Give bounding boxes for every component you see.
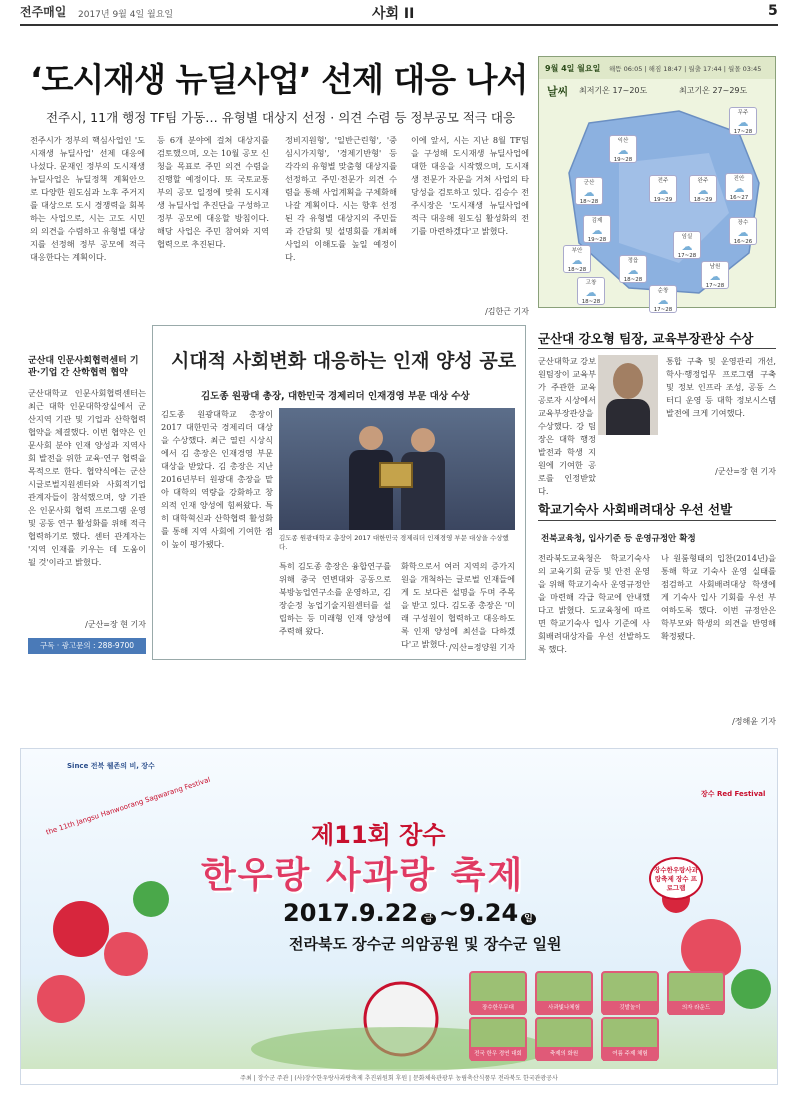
ad-program-thumb-label: 전국 한우 경연 대회	[471, 1047, 525, 1061]
weather-low: 최저기온 17~20도	[579, 86, 648, 95]
ad-festival-label: 장수 Red Festival	[701, 790, 766, 798]
weather-region-temp: 17~28	[705, 283, 725, 289]
weather-date: 9월 4일 월요일	[545, 64, 601, 73]
ad-program-thumb-label: 축제의 화원	[537, 1047, 591, 1061]
header-rule	[20, 24, 778, 26]
weather-region	[575, 177, 603, 205]
weather-box	[538, 56, 776, 313]
ad-date	[283, 899, 536, 927]
ad-program-thumb	[601, 1017, 659, 1061]
profile-rule	[538, 348, 776, 349]
cloud-icon: ☁	[733, 182, 745, 195]
weather-region	[609, 135, 637, 163]
ad-program-thumb-label: 의자 라운드	[669, 1001, 723, 1015]
weather-region	[725, 173, 753, 201]
left-article	[28, 355, 146, 660]
weather-region-name: 완주	[697, 178, 709, 184]
profile-title: 군산대 강오형 팀장, 교육부장관상 수상	[538, 331, 754, 346]
weather-region-temp: 18~28	[623, 277, 643, 283]
feature-photo	[279, 408, 515, 530]
profile-photo	[598, 355, 658, 435]
cloud-icon: ☁	[681, 240, 693, 253]
ad-day-end: 일	[521, 913, 536, 925]
issue-date: 2017년 9월 4일 월요일	[78, 10, 174, 20]
profile-byline: /군산=장 현 기자	[715, 467, 776, 476]
weather-region-name: 무주	[737, 110, 749, 116]
left-article-byline: /군산=장 현 기자	[85, 620, 146, 629]
feature-subtitle: 김도종 원광대 총장, 대한민국 경제리더 인재경영 부문 대상 수상	[201, 391, 470, 402]
feature-title: 시대적 사회변화 대응하는 인재 양성 공로	[171, 350, 517, 372]
weather-region-name: 임실	[681, 234, 693, 240]
main-subhead: 전주시, 11개 행정 TF팀 가동… 유형별 대상지 선정 · 의견 수렴 등 정부공모 적극 대응	[46, 110, 516, 125]
cloud-icon: ☁	[571, 254, 583, 267]
ad-program-thumb	[469, 971, 527, 1015]
feature-col2: 특히 김도종 총장은 융합연구를 위해 중국 연변대와 공동으로 북방농업연구소를 운영하고, 김장순정 농업기술지원센터를 설립하는 등 미래형 인재 양성에 주력해 왔다.	[279, 561, 391, 636]
ad-program-thumb-label: 장수한우무대	[471, 1001, 525, 1015]
weather-region-name: 정읍	[627, 258, 639, 264]
festival-advertisement	[20, 748, 778, 1085]
weather-region-name: 순창	[657, 288, 669, 294]
ad-program-thumb	[667, 971, 725, 1015]
subscription-ad-bar: 구독 · 광고문의 : 288-9700	[28, 638, 146, 654]
ad-footer: 주최 | 장수군 주관 | (사)장수한우랑사과랑축제 추진위원회 후원 | 문화체육관광부 농림축산식품부 전라북도 한국관광공사	[240, 1075, 558, 1082]
weather-sun-moon: 해뜸 06:05 | 해짐 18:47 | 월출 17:44 | 월몰 03:45	[609, 65, 762, 73]
ad-sponsor-logo: Since 전북 웰존의 비, 장수	[67, 762, 155, 770]
ad-date-start: 2017.9.22	[283, 899, 419, 927]
feature-byline: /익산=정양원 기자	[448, 643, 515, 652]
ad-program-thumb	[601, 971, 659, 1015]
weather-region-name: 익산	[617, 138, 629, 144]
cloud-icon: ☁	[737, 116, 749, 129]
main-headline: ‘도시재생 뉴딜사업’ 선제 대응 나서	[30, 60, 528, 99]
cloud-icon: ☁	[697, 184, 709, 197]
weather-region-name: 고창	[585, 280, 597, 286]
weather-region-name: 군산	[583, 180, 595, 186]
weather-region-temp: 17~28	[677, 253, 697, 259]
weather-region	[729, 107, 757, 135]
weather-region	[649, 175, 677, 203]
main-article-col2: 등 6개 분야에 걸쳐 대상지를 검토했으며, 오는 10월 공모 신청을 목표로 주민 의견 수렴을 진행할 예정이다. 또 국토교통부의 공모 일정에 맞춰 도시재생 뉴딜사업 추진단을 구성하고 정부 공모에 대응할 방침이다. 해당 사업은 주민 참여와 지역 협력으로 추진된다.	[157, 135, 269, 249]
ad-date-end: 9.24	[458, 899, 519, 927]
profile-body: 군산대학교 강보원팀장이 교육부가 주관한 교육공로자 시상에서 교육부장관상을 수상했다. 강 팀장은 대학 행정 발전과 학생 지원에 기여한 공로를 인정받았다.	[538, 356, 596, 496]
cloud-icon: ☁	[657, 294, 669, 307]
weather-header	[539, 57, 775, 79]
feature-col3: 화학으로서 여러 지역의 증가지원을 개척하는 글로벌 인재들에게 도 보다른 설명을 두며 주목을 받고 있다. 김도종 총장은 '미래 구성원이 협력하고 대응하도록 인재 양성에 최선을 다하겠다'고 밝혔다.	[401, 561, 515, 649]
weather-region-temp: 18~28	[581, 299, 601, 305]
ad-program-thumb	[469, 1017, 527, 1061]
main-article-byline: /김한근 기자	[485, 307, 529, 316]
cloud-icon: ☁	[617, 144, 629, 157]
feature-box	[152, 325, 526, 660]
ad-date-separator: ~	[438, 899, 459, 927]
weather-region-name: 장수	[737, 220, 749, 226]
page-header	[20, 2, 780, 24]
weather-region-temp: 19~29	[653, 197, 673, 203]
cloud-icon: ☁	[657, 184, 669, 197]
weather-region	[689, 175, 717, 203]
weather-region-temp: 16~26	[733, 239, 753, 245]
school-byline: /정해윤 기자	[732, 717, 776, 726]
weather-region-temp: 18~29	[693, 197, 713, 203]
weather-region-name: 전주	[657, 178, 669, 184]
weather-region-temp: 17~28	[653, 307, 673, 313]
school-col1: 전라북도교육청은 학교기숙사의 교육기회 균등 및 안전 운영을 위해 학교기숙사 운영규정안을 마련해 각급 학교에 안내했다고 밝혔다. 도교육청에 따르면 학교기숙사 입사 기준에 사회배려대상자를 우선 선발하도록 했다.	[538, 553, 650, 654]
school-subtitle: 전북교육청, 입사기준 등 운영규정안 확정	[541, 534, 696, 544]
feature-photo-caption: 김도종 원광대학교 총장이 2017 대한민국 경제리더 인재경영 부문 대상을 수상했다.	[279, 534, 509, 551]
cloud-icon: ☁	[583, 186, 595, 199]
cloud-icon: ☁	[627, 264, 639, 277]
section-name: 사회 II	[372, 6, 415, 22]
main-article-col3: 정비지원형', '일반근린형', '중심시가지형', '경제기반형' 등 각각의 유형별 맞춤형 대상지를 선정하고 주민·전문가 의견 수렴을 통해 사업계획을 구체화해 나갈 계획이다. 시는 향후 선정된 각 유형별 대상지의 주민들과 간담회 및 설명회를 개최해 사업의 이해도를 높일 예정이다.	[285, 135, 397, 262]
ad-program-thumb	[535, 971, 593, 1015]
weather-region	[701, 261, 729, 289]
ad-day-start: 금	[421, 913, 436, 925]
weather-region-temp: 16~27	[729, 195, 749, 201]
ad-program-thumb-label: 깃발놀이	[603, 1001, 657, 1015]
school-title: 학교기숙사 사회배려대상 우선 선발	[538, 502, 733, 517]
cloud-icon: ☁	[709, 270, 721, 283]
left-article-title: 군산대 인문사회협력센터 기관·기업 간 산학협력 협약	[28, 356, 139, 378]
main-article-col4: 이에 앞서, 시는 지난 8월 TF팀을 구성해 도시재생 뉴딜사업에 대한 대응을 시작했으며, 도시재생 전문가 자문을 거쳐 사업의 타당성을 검토하고 있다. 김승수 전주시장은 '도시재생 뉴딜사업에 적극 대응해 원도심 활성화의 전기를 마련하겠다'고 밝혔다.	[411, 135, 529, 236]
weather-region	[673, 231, 701, 259]
left-article-body: 군산대학교 인문사회협력센터는 최근 대학 인문대학장실에서 군산지역 기관 및 기업과 산학협력 협약을 체결했다. 이번 협약은 인문사회 분야 인재 양성과 지역사회 발전을 위한 교육·연구 협력을 목적으로 한다. 협약식에는 군산시글로벌지원센터와 사회적기업 관계자들이 참석했으며, 양 기관은 인문사회 협력 프로그램 운영 및 공동 연구 활성화를 위해 적극 협력하기로 했다. 센터 관계자는 '지역 인재를 키우는 데 도움이 될 것'이라고 밝혔다.	[28, 388, 146, 567]
ad-edition: 제11회 장수	[311, 821, 446, 849]
weather-region-name: 부안	[571, 248, 583, 254]
ad-english-title: the 11th Jangsu Hanwoorang Sagwarang Festival	[45, 775, 212, 837]
weather-region	[649, 285, 677, 313]
weather-region-temp: 17~28	[733, 129, 753, 135]
weather-high: 최고기온 27~29도	[679, 86, 748, 95]
weather-region-temp: 19~28	[587, 237, 607, 243]
weather-region-name: 김제	[591, 218, 603, 224]
ad-program-thumb	[535, 1017, 593, 1061]
ad-program-label: 장수한우랑사과랑축제 장수 프로그램	[649, 857, 703, 900]
newspaper-logo: 전주매일	[20, 5, 67, 19]
school-rule	[538, 520, 776, 521]
feature-col1: 김도종 원광대학교 총장이 2017 대한민국 경제리더 대상을 수상했다. 최근 열린 시상식에서 김 총장은 인재경영 부문 대상을 받았다. 김 총장은 지난 2016년부터 원광대 총장을 맡아 대학의 역량을 강화하고 창의적 인재 양성에 힘써왔다. 특히 대학혁신과 산학협력 활성화를 통해 지역 사회에 기여한 점이 높이 평가됐다.	[161, 409, 273, 549]
weather-region-name: 진안	[733, 176, 745, 182]
weather-region-temp: 18~28	[579, 199, 599, 205]
weather-region	[577, 277, 605, 305]
ad-program-thumb-label: 여름 주제 체험	[603, 1047, 657, 1061]
weather-region-name: 남원	[709, 264, 721, 270]
profile-body2: 통합 구축 및 운영관리 개선, 학사·행정업무 프로그램 구축 및 정보 인프라 조성, 공동 스터디 운영 등 대학 정보시스템 발전에 크게 기여했다.	[666, 356, 776, 418]
cloud-icon: ☁	[585, 286, 597, 299]
ad-title: 한우랑 사과랑 축제	[201, 855, 525, 896]
weather-label: 날씨	[547, 85, 569, 98]
ad-venue: 전라북도 장수군 의암공원 및 장수군 일원	[289, 935, 562, 953]
weather-region	[729, 217, 757, 245]
weather-region	[619, 255, 647, 283]
ad-program-thumb-label: 사과빛나체험	[537, 1001, 591, 1015]
weather-region	[583, 215, 611, 243]
weather-region	[563, 245, 591, 273]
school-col2: 나 원룸형태의 입찬(2014년)을 통해 학교 기숙사 운영 실태를 점검하고 사회배려대상 학생에게 기숙사 입사 기회를 우선 부여하도록 했다. 이번 규정안은 학부모와 학생의 의견을 반영해 확정됐다.	[661, 553, 776, 641]
cloud-icon: ☁	[737, 226, 749, 239]
main-article-col1: 전주시가 정부의 핵심사업인 '도시재생 뉴딜사업' 선제 대응에 나섰다. 문재인 정부의 도시재생 뉴딜사업은 뉴딜정책 계획안으로 다양한 원도심과 노후 주거지를 대상으로 도시 경쟁력을 회복하는 사업으로, 시는 고도 시민의 의견을 수렴하고 유형별 대상지를 선정해 정부 공모에 적극 대응한다는 계획이다.	[30, 135, 145, 262]
cloud-icon: ☁	[591, 224, 603, 237]
weather-region-temp: 19~28	[613, 157, 633, 163]
page-number: 5	[768, 3, 778, 19]
weather-region-temp: 18~28	[567, 267, 587, 273]
